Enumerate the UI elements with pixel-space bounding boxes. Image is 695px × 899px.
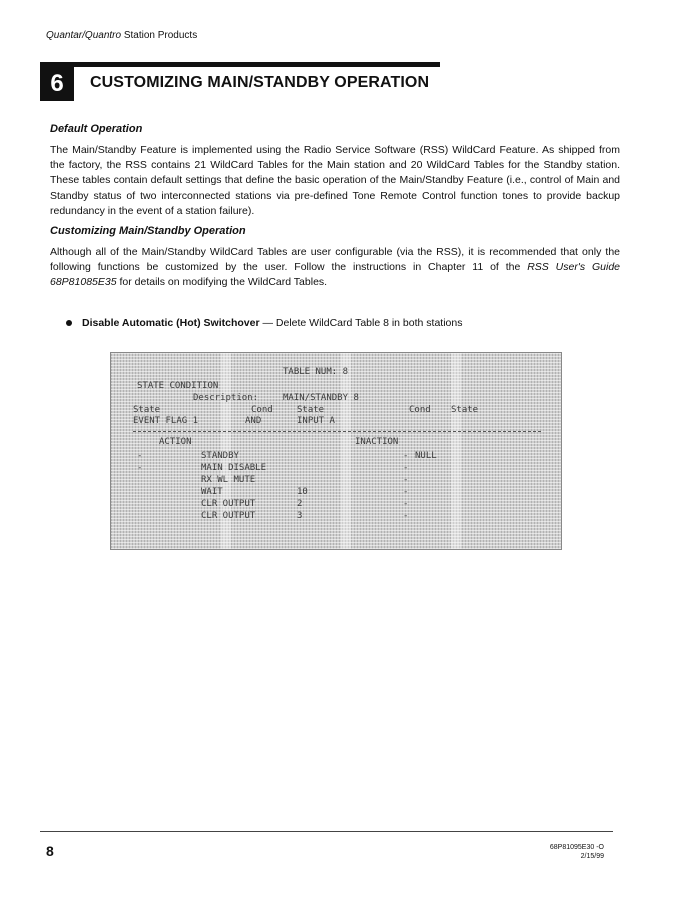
screen-table-title: TABLE NUM: 8 xyxy=(283,367,349,377)
bullet-item xyxy=(66,317,462,329)
screen-inaction-header: INACTION xyxy=(355,437,399,447)
screen-divider xyxy=(133,431,541,432)
screen-action: CLR OUTPUT xyxy=(201,499,256,509)
screen-action: CLR OUTPUT xyxy=(201,511,256,521)
bullet-text: — Delete WildCard Table 8 in both stations xyxy=(259,317,463,329)
header-product-italic: Quantar/Quantro xyxy=(46,30,122,41)
screen-inaction-marker: - xyxy=(403,451,409,461)
screen-row-event: EVENT FLAG 1 xyxy=(133,416,199,426)
paragraph-customizing xyxy=(50,245,620,291)
screen-col-cond: Cond xyxy=(251,405,273,415)
rss-guide-reference: RSS User's Guide 68P81085E35 xyxy=(50,261,621,289)
screen-inaction-marker: - xyxy=(403,487,409,497)
section-heading-default: Default Operation xyxy=(50,123,143,135)
screen-band xyxy=(451,353,461,549)
screen-action: MAIN DISABLE xyxy=(201,463,267,473)
screen-state-condition: STATE CONDITION xyxy=(137,381,219,391)
paragraph-default-operation: The Main/Standby Feature is implemented using the Radio Service Software (RSS) WildCard Feature. As shipped from the factory, the RSS contains 21 WildCard Tables for the Main station and 20 WildCard Tables for the Standby station. These tables contain default settings that define the basic operation of the Main/Standby Feature (i.e., control of Main and Standby status of two interconnected stations via pre-defined Tone Remote Control function tones to provide backup redundancy in the event of a station failure). xyxy=(50,144,620,217)
screen-inaction-marker: - xyxy=(403,511,409,521)
screen-action-value: 2 xyxy=(297,499,303,509)
screen-col-state3: State xyxy=(451,405,479,415)
screen-inaction: NULL xyxy=(415,451,437,461)
screen-col-state2: State xyxy=(297,405,325,415)
screen-inaction-marker: - xyxy=(403,499,409,509)
screen-row-marker: - xyxy=(137,451,143,461)
screen-inaction-marker: - xyxy=(403,475,409,485)
header-product-plain: Station Products xyxy=(123,30,198,41)
screen-action: STANDBY xyxy=(201,451,239,461)
document-date: 2/15/99 xyxy=(580,853,604,860)
screen-row-and: AND xyxy=(245,416,262,426)
footer-rule xyxy=(40,831,613,832)
screen-band xyxy=(341,353,351,549)
section-heading-customizing: Customizing Main/Standby Operation xyxy=(50,225,246,237)
screen-row-marker: - xyxy=(137,463,143,473)
page-number: 8 xyxy=(46,843,54,859)
screen-col-state: State xyxy=(133,405,161,415)
screen-description-label: Description: xyxy=(193,393,259,403)
running-header xyxy=(46,30,197,41)
chapter-title: CUSTOMIZING MAIN/STANDBY OPERATION xyxy=(90,74,430,91)
screen-action: RX WL MUTE xyxy=(201,475,256,485)
screen-action-header: ACTION xyxy=(159,437,192,447)
screen-row-input: INPUT A xyxy=(297,416,335,426)
screen-col-cond2: Cond xyxy=(409,405,431,415)
paragraph-customizing-a: Although all of the Main/Standby WildCard Tables are user configurable (via the RSS), it is recommended that only the following functions be customized by the user. Follow the instructions in Chapter 11 of the xyxy=(50,246,620,274)
chapter-number: 6 xyxy=(40,67,74,101)
paragraph-customizing-b: for details on modifying the WildCard Tables. xyxy=(116,276,328,289)
wildcard-table-screenshot xyxy=(110,352,562,550)
screen-action-value: 10 xyxy=(297,487,308,497)
document-code: 68P81095E30 -O xyxy=(549,844,604,851)
screen-action-value: 3 xyxy=(297,511,303,521)
bullet-dot-icon xyxy=(66,320,72,326)
screen-action: WAIT xyxy=(201,487,223,497)
screen-description-value: MAIN/STANDBY 8 xyxy=(283,393,359,403)
document-number xyxy=(550,843,604,861)
bullet-label: Disable Automatic (Hot) Switchover xyxy=(82,317,260,329)
chapter-rule xyxy=(40,62,440,67)
screen-inaction-marker: - xyxy=(403,463,409,473)
